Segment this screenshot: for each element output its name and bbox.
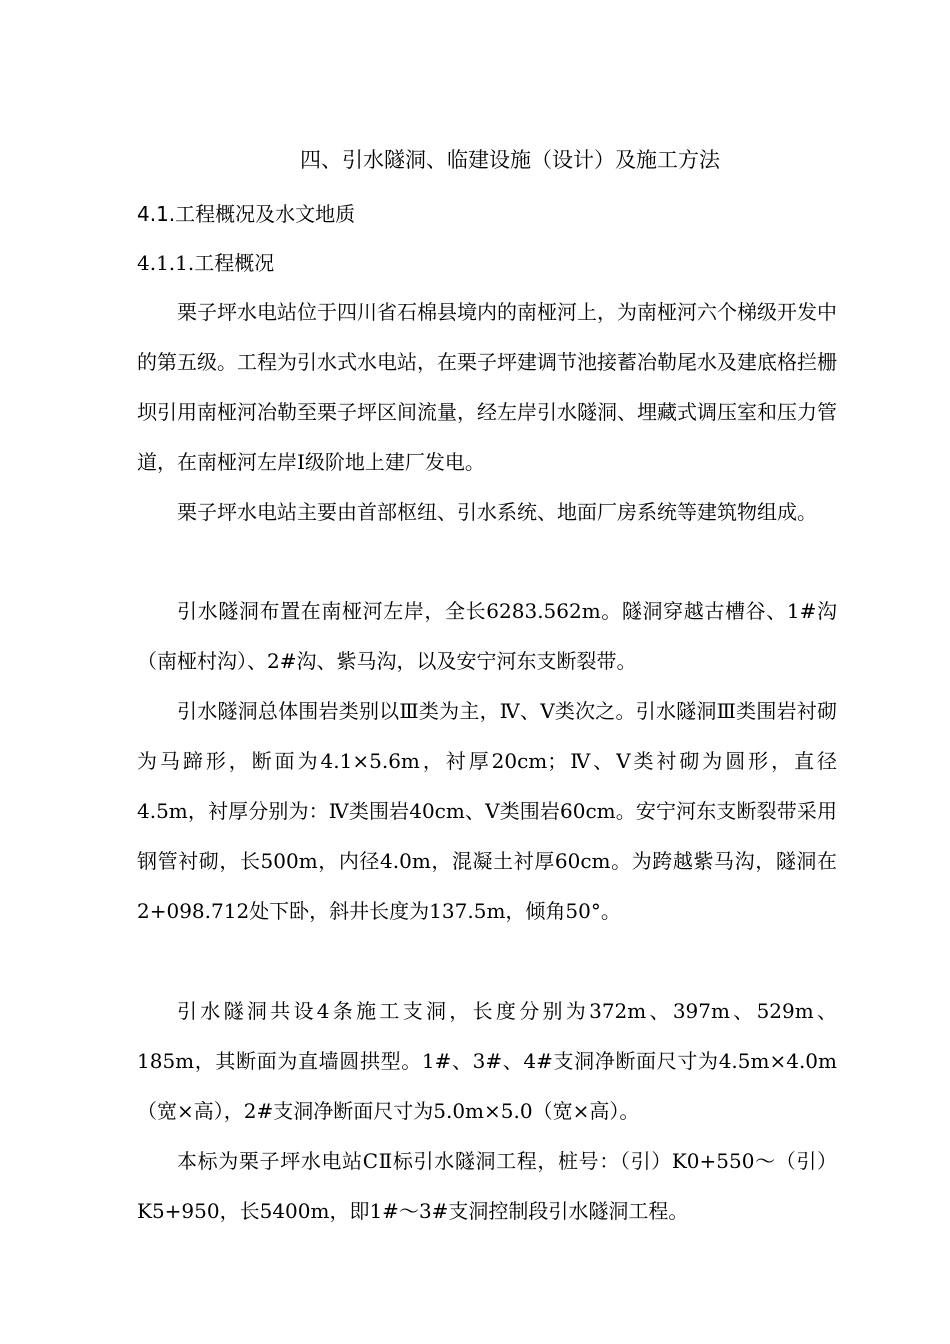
paragraph-location: 栗子坪水电站位于四川省石棉县境内的南桠河上，为南桠河六个梯级开发中的第五级。工程为引水式水电站，在栗子坪建调节池接蓄冶勒尾水及建底格拦栅坝引用南桠河冶勒至栗子坪区间流量，经左岸引水隧洞、埋藏式调压室和压力管道，在南桠河左岸Ⅰ级阶地上建厂发电。 [137, 300, 837, 474]
paragraph-tunnel-layout: 引水隧洞布置在南桠河左岸，全长6283.562m。隧洞穿越古槽谷、1#沟（南桠村沟）、2#沟、紫马沟，以及安宁河东支断裂带。 [137, 599, 837, 673]
section-heading: 4.1.工程概况及水文地质 [137, 202, 356, 226]
paragraph-composition: 栗子坪水电站主要由首部枢纽、引水系统、地面厂房系统等建筑物组成。 [177, 500, 817, 524]
subsection-title: 工程概况 [194, 251, 275, 275]
paragraph-adits: 引水隧洞共设4条施工支洞，长度分别为372m、397m、529m、185m，其断面为直墙圆拱型。1#、3#、4#支洞净断面尺寸为4.5m×4.0m（宽×高），2#支洞净断面尺寸为5.0m×5.0（宽×高）。 [137, 999, 837, 1123]
subsection-heading [137, 248, 274, 278]
paragraph-rock-classes: 引水隧洞总体围岩类别以Ⅲ类为主，Ⅳ、Ⅴ类次之。引水隧洞Ⅲ类围岩衬砌为马蹄形，断面为4.1×5.6m，衬厚20cm；Ⅳ、Ⅴ类衬砌为圆形，直径4.5m，衬厚分别为：Ⅳ类围岩40cm、Ⅴ类围岩60cm。安宁河东支断裂带采用钢管衬砌，长500m，内径4.0m，混凝土衬厚60cm。为跨越紫马沟，隧洞在2+098.712处下卧，斜井长度为137.5m，倾角50°。 [137, 699, 837, 923]
document-title: 四、引水隧洞、临建设施（设计）及施工方法 [300, 148, 720, 172]
subsection-number: 4.1.1. [137, 251, 195, 275]
paragraph-contract-scope: 本标为栗子坪水电站CⅡ标引水隧洞工程，桩号：（引）K0+550～（引）K5+950，长5400m，即1#～3#支洞控制段引水隧洞工程。 [137, 1149, 837, 1223]
